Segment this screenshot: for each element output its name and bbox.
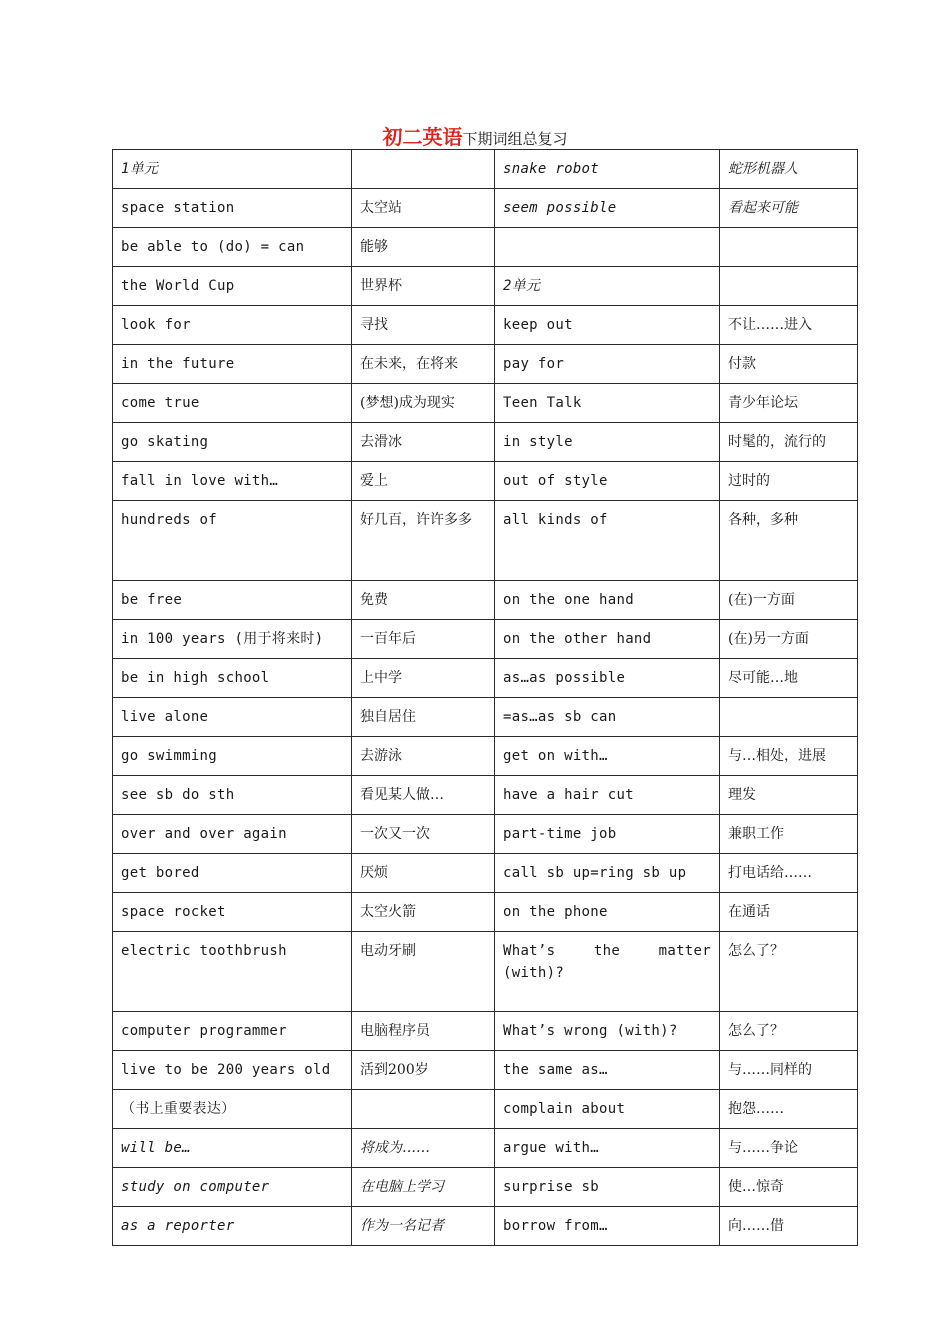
table-row bbox=[113, 1051, 858, 1090]
phrase-cell: complain about bbox=[495, 1090, 720, 1129]
meaning-cell: 在未来，在将来 bbox=[352, 345, 495, 384]
phrase-cell: go skating bbox=[113, 423, 352, 462]
phrase-cell: space station bbox=[113, 189, 352, 228]
phrase-cell: fall in love with… bbox=[113, 462, 352, 501]
phrase-cell: come true bbox=[113, 384, 352, 423]
phrase-cell: 1单元 bbox=[113, 150, 352, 189]
meaning-cell: 能够 bbox=[352, 228, 495, 267]
meaning-cell: 将成为…… bbox=[352, 1129, 495, 1168]
phrase-cell: Teen Talk bbox=[495, 384, 720, 423]
phrase-cell: snake robot bbox=[495, 150, 720, 189]
phrase-cell: call sb up=ring sb up bbox=[495, 854, 720, 893]
meaning-cell: 好几百，许许多多 bbox=[352, 501, 495, 581]
table-row bbox=[113, 776, 858, 815]
table-row bbox=[113, 384, 858, 423]
meaning-cell: 上中学 bbox=[352, 659, 495, 698]
phrase-cell: argue with… bbox=[495, 1129, 720, 1168]
phrase-cell: see sb do sth bbox=[113, 776, 352, 815]
meaning-cell: 兼职工作 bbox=[720, 815, 858, 854]
table-row bbox=[113, 1129, 858, 1168]
phrase-cell: （书上重要表达） bbox=[113, 1090, 352, 1129]
title-highlight: 初二英语 bbox=[382, 125, 463, 149]
table-row bbox=[113, 932, 858, 1012]
phrase-cell: go swimming bbox=[113, 737, 352, 776]
phrase-cell bbox=[495, 228, 720, 267]
phrase-cell: on the one hand bbox=[495, 581, 720, 620]
meaning-cell: 去滑冰 bbox=[352, 423, 495, 462]
meaning-cell: 怎么了？ bbox=[720, 1012, 858, 1051]
phrase-cell: will be… bbox=[113, 1129, 352, 1168]
meaning-cell: 使…惊奇 bbox=[720, 1168, 858, 1207]
phrase-cell: get on with… bbox=[495, 737, 720, 776]
meaning-cell: 过时的 bbox=[720, 462, 858, 501]
phrase-cell: have a hair cut bbox=[495, 776, 720, 815]
table-row bbox=[113, 698, 858, 737]
meaning-cell: 向……借 bbox=[720, 1207, 858, 1246]
phrase-cell: part-time job bbox=[495, 815, 720, 854]
phrase-cell: be free bbox=[113, 581, 352, 620]
phrase-cell: live alone bbox=[113, 698, 352, 737]
meaning-cell: 在通话 bbox=[720, 893, 858, 932]
meaning-cell: 青少年论坛 bbox=[720, 384, 858, 423]
table-row bbox=[113, 345, 858, 384]
phrase-cell: =as…as sb can bbox=[495, 698, 720, 737]
phrase-cell: in style bbox=[495, 423, 720, 462]
phrase-table bbox=[112, 149, 858, 1246]
meaning-cell bbox=[352, 150, 495, 189]
meaning-cell: 看起来可能 bbox=[720, 189, 858, 228]
table-row bbox=[113, 462, 858, 501]
phrase-cell: in the future bbox=[113, 345, 352, 384]
table-row bbox=[113, 620, 858, 659]
meaning-cell: 在电脑上学习 bbox=[352, 1168, 495, 1207]
meaning-cell: 电动牙刷 bbox=[352, 932, 495, 1012]
table-row bbox=[113, 737, 858, 776]
phrase-cell: in 100 years (用于将来时) bbox=[113, 620, 352, 659]
phrase-cell: live to be 200 years old bbox=[113, 1051, 352, 1090]
phrase-cell: 2单元 bbox=[495, 267, 720, 306]
meaning-cell: 怎么了？ bbox=[720, 932, 858, 1012]
phrase-cell: be able to (do) = can bbox=[113, 228, 352, 267]
meaning-cell: 理发 bbox=[720, 776, 858, 815]
phrase-cell: the World Cup bbox=[113, 267, 352, 306]
meaning-cell bbox=[720, 228, 858, 267]
meaning-cell: 不让……进入 bbox=[720, 306, 858, 345]
meaning-cell: 蛇形机器人 bbox=[720, 150, 858, 189]
meaning-cell: 去游泳 bbox=[352, 737, 495, 776]
phrase-cell: all kinds of bbox=[495, 501, 720, 581]
phrase-cell: on the phone bbox=[495, 893, 720, 932]
phrase-cell: pay for bbox=[495, 345, 720, 384]
meaning-cell: 看见某人做… bbox=[352, 776, 495, 815]
phrase-cell: look for bbox=[113, 306, 352, 345]
phrase-cell: the same as… bbox=[495, 1051, 720, 1090]
phrase-cell: surprise sb bbox=[495, 1168, 720, 1207]
phrase-cell: over and over again bbox=[113, 815, 352, 854]
meaning-cell: 寻找 bbox=[352, 306, 495, 345]
table-row bbox=[113, 1207, 858, 1246]
table-row bbox=[113, 306, 858, 345]
table-row bbox=[113, 228, 858, 267]
table-row bbox=[113, 150, 858, 189]
meaning-cell: 爱上 bbox=[352, 462, 495, 501]
meaning-cell: 活到200岁 bbox=[352, 1051, 495, 1090]
meaning-cell: (在)一方面 bbox=[720, 581, 858, 620]
phrase-cell: on the other hand bbox=[495, 620, 720, 659]
meaning-cell: 一次又一次 bbox=[352, 815, 495, 854]
meaning-cell: 与…相处，进展 bbox=[720, 737, 858, 776]
phrase-cell: What’s wrong (with)? bbox=[495, 1012, 720, 1051]
phrase-cell: What’s the matter (with)? bbox=[495, 932, 720, 1012]
meaning-cell: 时髦的，流行的 bbox=[720, 423, 858, 462]
meaning-cell: 打电话给…… bbox=[720, 854, 858, 893]
meaning-cell: 付款 bbox=[720, 345, 858, 384]
meaning-cell: 各种，多种 bbox=[720, 501, 858, 581]
meaning-cell: 独自居住 bbox=[352, 698, 495, 737]
meaning-cell: 抱怨…… bbox=[720, 1090, 858, 1129]
meaning-cell bbox=[720, 267, 858, 306]
meaning-cell: 一百年后 bbox=[352, 620, 495, 659]
phrase-cell: get bored bbox=[113, 854, 352, 893]
phrase-cell: electric toothbrush bbox=[113, 932, 352, 1012]
phrase-cell: space rocket bbox=[113, 893, 352, 932]
title-rest: 下期词组总复习 bbox=[462, 130, 568, 148]
phrase-cell: as a reporter bbox=[113, 1207, 352, 1246]
phrase-cell: keep out bbox=[495, 306, 720, 345]
meaning-cell: 与……同样的 bbox=[720, 1051, 858, 1090]
meaning-cell: 太空站 bbox=[352, 189, 495, 228]
meaning-cell: 世界杯 bbox=[352, 267, 495, 306]
table-row bbox=[113, 1168, 858, 1207]
page-title bbox=[0, 124, 950, 152]
table-row bbox=[113, 893, 858, 932]
meaning-cell: 电脑程序员 bbox=[352, 1012, 495, 1051]
phrase-cell: be in high school bbox=[113, 659, 352, 698]
phrase-cell: computer programmer bbox=[113, 1012, 352, 1051]
phrase-cell: out of style bbox=[495, 462, 720, 501]
phrase-cell: borrow from… bbox=[495, 1207, 720, 1246]
meaning-cell: 与……争论 bbox=[720, 1129, 858, 1168]
meaning-cell: 太空火箭 bbox=[352, 893, 495, 932]
meaning-cell bbox=[720, 698, 858, 737]
table-row bbox=[113, 659, 858, 698]
meaning-cell bbox=[352, 1090, 495, 1129]
table-row bbox=[113, 854, 858, 893]
table-row bbox=[113, 581, 858, 620]
phrase-cell: seem possible bbox=[495, 189, 720, 228]
phrase-cell: as…as possible bbox=[495, 659, 720, 698]
table-row bbox=[113, 423, 858, 462]
meaning-cell: 尽可能…地 bbox=[720, 659, 858, 698]
meaning-cell: 作为一名记者 bbox=[352, 1207, 495, 1246]
meaning-cell: 厌烦 bbox=[352, 854, 495, 893]
meaning-cell: (在)另一方面 bbox=[720, 620, 858, 659]
meaning-cell: (梦想)成为现实 bbox=[352, 384, 495, 423]
table-row bbox=[113, 1090, 858, 1129]
phrase-cell: hundreds of bbox=[113, 501, 352, 581]
table-row bbox=[113, 1012, 858, 1051]
table-row bbox=[113, 815, 858, 854]
phrase-cell: study on computer bbox=[113, 1168, 352, 1207]
table-row bbox=[113, 501, 858, 581]
meaning-cell: 免费 bbox=[352, 581, 495, 620]
table-row bbox=[113, 189, 858, 228]
table-row bbox=[113, 267, 858, 306]
